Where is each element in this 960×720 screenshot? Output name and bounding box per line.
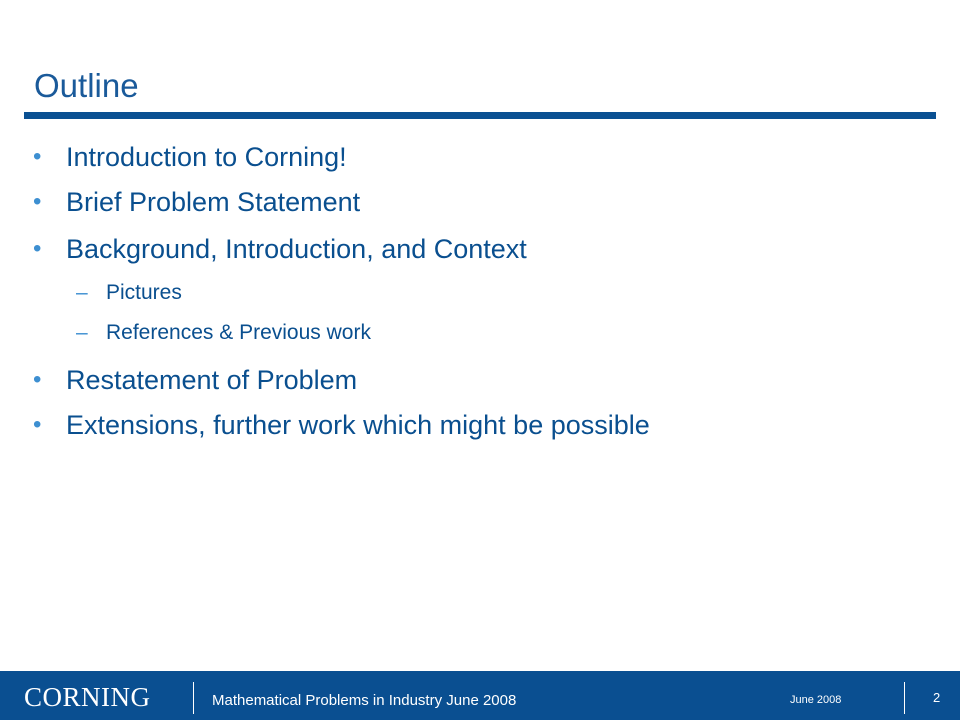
page-number: 2 — [933, 690, 941, 705]
bullet-text: Background, Introduction, and Context — [66, 234, 527, 264]
sub-bullet-marker: – — [76, 281, 88, 304]
sub-bullet-text: Pictures — [106, 281, 182, 304]
bullet-text: Restatement of Problem — [66, 365, 358, 395]
bullet-marker: • — [33, 411, 42, 438]
sub-bullet-marker: – — [76, 321, 88, 344]
slide-title: Outline — [34, 67, 139, 104]
bullet-text: Extensions, further work which might be possible — [66, 410, 650, 440]
bullet-marker: • — [33, 143, 42, 170]
bullet-text: Brief Problem Statement — [66, 187, 361, 217]
sub-bullet-text: References & Previous work — [106, 321, 371, 344]
footer-divider — [904, 682, 905, 714]
corning-logo: CORNING — [24, 682, 151, 712]
title-rule — [24, 112, 936, 119]
bullet-text: Introduction to Corning! — [66, 142, 347, 172]
bullet-marker: • — [33, 235, 42, 262]
footer-event-name: Mathematical Problems in Industry June 2008 — [212, 692, 517, 709]
bullet-marker: • — [33, 366, 42, 393]
footer-divider — [193, 682, 194, 714]
bullet-marker: • — [33, 188, 42, 215]
footer-bar — [0, 671, 960, 720]
footer-date: June 2008 — [790, 694, 842, 706]
